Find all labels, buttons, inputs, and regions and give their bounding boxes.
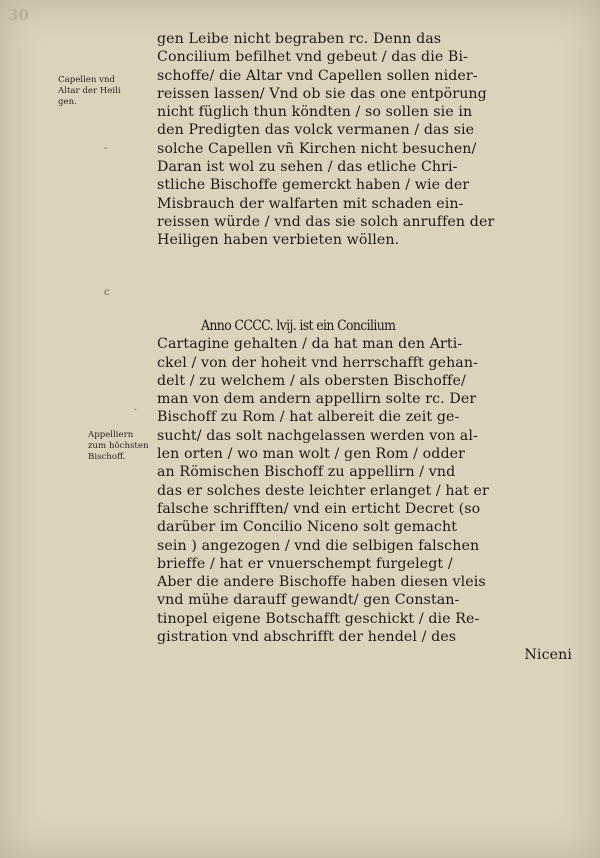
text-line: delt / zu welchem / als obersten Bischoffe/: [157, 372, 466, 389]
text-line: Cartagine gehalten / da hat man den Arti-: [157, 336, 463, 353]
margin-mark: ·: [134, 405, 138, 416]
margin-note-line: gen.: [58, 97, 77, 107]
margin-note-line: Bischoff.: [88, 452, 126, 462]
text-line: darüber im Concilio Niceno solt gemacht: [157, 519, 458, 536]
page-number: 30: [8, 6, 29, 24]
text-line: stliche Bischoffe gemerckt haben / wie der: [157, 177, 470, 194]
text-line: man von dem andern appellirn solte rc. Der: [157, 391, 477, 408]
text-line: gen Leibe nicht begraben rc. Denn das: [157, 31, 442, 47]
text-line: Bischoff zu Rom / hat albereit die zeit ge-: [157, 409, 460, 426]
text-line: Heiligen haben verbieten wöllen.: [157, 232, 400, 249]
text-block-2: [157, 317, 575, 665]
margin-note-line: Altar der Heili: [58, 86, 121, 96]
margin-note-chapels: [58, 75, 121, 108]
text-line: Aber die andere Bischoffe haben diesen vleis: [157, 574, 486, 591]
text-line: den Predigten das volck vermanen / das sie: [157, 122, 475, 139]
text-line: ckel / von der hoheit vnd herrschafft gehan-: [157, 354, 478, 371]
text-line: reissen würde / vnd das sie solch anruffen der: [157, 213, 495, 230]
text-line: Daran ist wol zu sehen / das etliche Chri-: [157, 159, 458, 176]
margin-note-line: zum höchsten: [88, 441, 149, 451]
catchword: Niceni: [524, 647, 572, 664]
margin-mark: -: [104, 143, 108, 154]
text-line: vnd mühe darauff gewandt/ gen Constan-: [157, 592, 460, 609]
text-line: an Römischen Bischoff zu appellirn / vnd: [157, 464, 456, 481]
margin-note-line: Appelliern: [88, 430, 134, 440]
text-line: falsche schrifften/ vnd ein erticht Decret (so: [157, 500, 481, 517]
text-line: reissen lassen/ Vnd ob sie das one entpörung: [157, 85, 487, 102]
text-line: sein ) angezogen / vnd die selbigen falschen: [157, 537, 480, 554]
text-line: tinopel eigene Botschafft geschickt / die Re-: [157, 610, 480, 627]
text-line: solche Capellen vñ Kirchen nicht besuchen/: [157, 140, 477, 157]
margin-note-appeal: [88, 430, 148, 463]
text-line: Concilium befilhet vnd gebeut / das die Bi-: [157, 49, 468, 66]
text-line: nicht füglich thun köndten / so sollen sie in: [157, 104, 473, 121]
text-line: len orten / wo man wolt / gen Rom / odder: [157, 446, 466, 463]
text-line: gistration vnd abschrifft der hendel / des: [157, 629, 457, 646]
margin-note-line: Capellen vnd: [58, 75, 116, 85]
text-block-1: [157, 30, 575, 250]
text-line: Anno CCCC. lvij. ist ein Concilium: [201, 318, 396, 334]
text-line: brieffe / hat er vnuerschempt furgelegt /: [157, 555, 453, 572]
text-line: das er solches deste leichter erlanget / hat er: [157, 482, 489, 499]
text-line: schoffe/ die Altar vnd Capellen sollen nider-: [157, 67, 478, 84]
margin-mark: c: [104, 287, 110, 298]
text-line: sucht/ das solt nachgelassen werden von al-: [157, 427, 478, 444]
text-line: Misbrauch der walfarten mit schaden ein-: [157, 195, 464, 212]
